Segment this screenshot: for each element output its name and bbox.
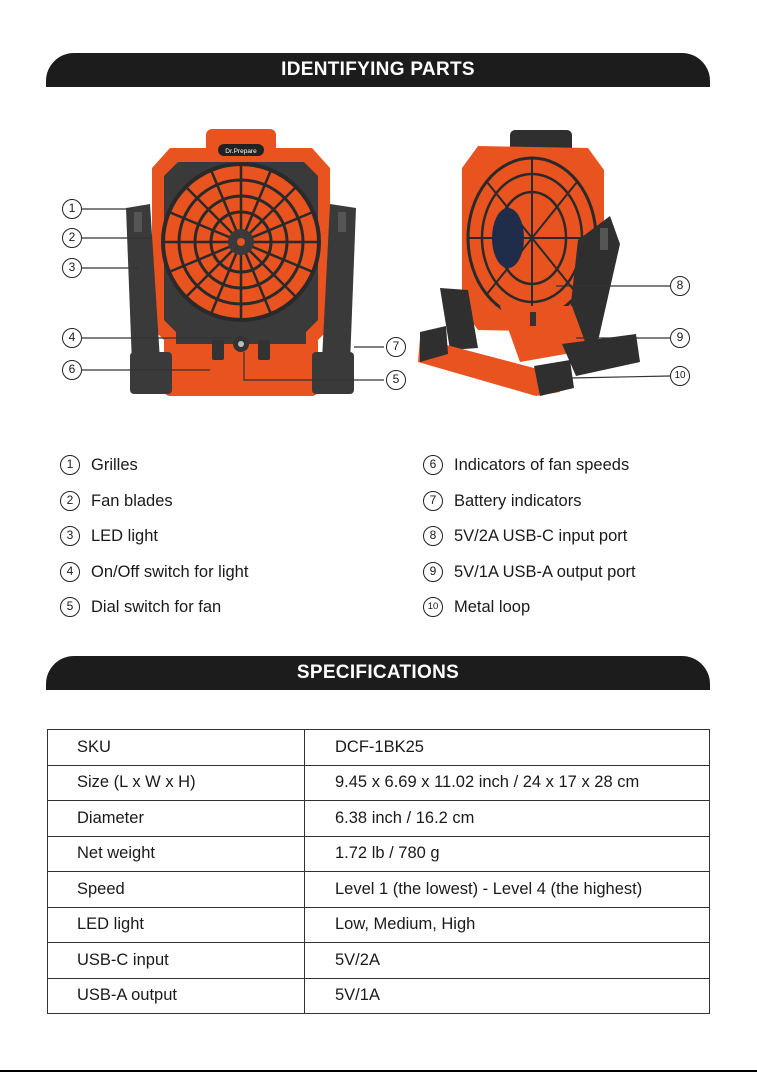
list-item [423, 488, 743, 524]
spec-value: DCF-1BK25 [305, 730, 710, 766]
list-item [423, 559, 743, 595]
callout-9: 9 [670, 328, 690, 348]
callout-6: 6 [62, 360, 82, 380]
callout-3: 3 [62, 258, 82, 278]
spec-key: Size (L x W x H) [48, 765, 305, 801]
front-view-fan [126, 129, 356, 396]
table-row [48, 872, 710, 908]
brand-logo-text: Dr.Prepare [225, 148, 257, 155]
item-label: 5V/2A USB-C input port [454, 527, 628, 545]
list-item [60, 488, 380, 524]
item-label: 5V/1A USB-A output port [454, 562, 636, 581]
list-item [60, 452, 380, 488]
spec-key: SKU [48, 730, 305, 766]
section-banner-parts [46, 53, 710, 87]
item-label: Grilles [91, 456, 138, 474]
item-number: 8 [423, 526, 443, 546]
item-number: 7 [423, 491, 443, 511]
list-item [423, 523, 743, 559]
spec-value: Low, Medium, High [305, 907, 710, 943]
spec-key: USB-A output [48, 978, 305, 1014]
item-number: 5 [60, 597, 80, 617]
callout-4: 4 [62, 328, 82, 348]
table-row [48, 907, 710, 943]
spec-key: Diameter [48, 801, 305, 837]
item-number: 6 [423, 455, 443, 475]
angled-view-fan [418, 130, 640, 396]
spec-key: USB-C input [48, 943, 305, 979]
item-label: Indicators of fan speeds [454, 456, 630, 474]
item-label: Fan blades [91, 491, 173, 510]
spec-key: Net weight [48, 836, 305, 872]
item-label: LED light [91, 527, 158, 545]
spec-value: 1.72 lb / 780 g [305, 836, 710, 872]
callout-7: 7 [386, 337, 406, 357]
callout-1: 1 [62, 199, 82, 219]
callout-8: 8 [670, 276, 690, 296]
item-number: 3 [60, 526, 80, 546]
section-banner-specs [46, 656, 710, 690]
spec-value: 5V/2A [305, 943, 710, 979]
table-row [48, 943, 710, 979]
item-label: Metal loop [454, 598, 531, 616]
item-number: 1 [60, 455, 80, 475]
spec-value: 5V/1A [305, 978, 710, 1014]
spec-value: Level 1 (the lowest) - Level 4 (the highest) [305, 872, 710, 908]
item-number: 9 [423, 562, 443, 582]
callout-5: 5 [386, 370, 406, 390]
list-item [60, 559, 380, 595]
spec-value: 9.45 x 6.69 x 11.02 inch / 24 x 17 x 28 cm [305, 765, 710, 801]
spec-value: 6.38 inch / 16.2 cm [305, 801, 710, 837]
callout-2: 2 [62, 228, 82, 248]
table-row [48, 801, 710, 837]
item-label: Battery indicators [454, 491, 582, 510]
table-row [48, 765, 710, 801]
item-number: 10 [423, 597, 443, 617]
section-title-specs: SPECIFICATIONS [296, 662, 460, 683]
list-item [423, 452, 743, 488]
spec-key: LED light [48, 907, 305, 943]
specifications-table [47, 729, 710, 1014]
list-item [423, 594, 743, 630]
item-label: Dial switch for fan [91, 598, 222, 616]
list-item [60, 523, 380, 559]
parts-list-left [60, 452, 380, 630]
table-row [48, 836, 710, 872]
item-number: 4 [60, 562, 80, 582]
item-number: 2 [60, 491, 80, 511]
item-label: On/Off switch for light [91, 562, 249, 581]
section-title-parts: IDENTIFYING PARTS [281, 59, 475, 80]
table-row [48, 978, 710, 1014]
spec-key: Speed [48, 872, 305, 908]
parts-list-right [423, 452, 743, 630]
table-row [48, 730, 710, 766]
fan-product-illustration [0, 100, 757, 410]
callout-10: 10 [670, 366, 690, 386]
list-item [60, 594, 380, 630]
